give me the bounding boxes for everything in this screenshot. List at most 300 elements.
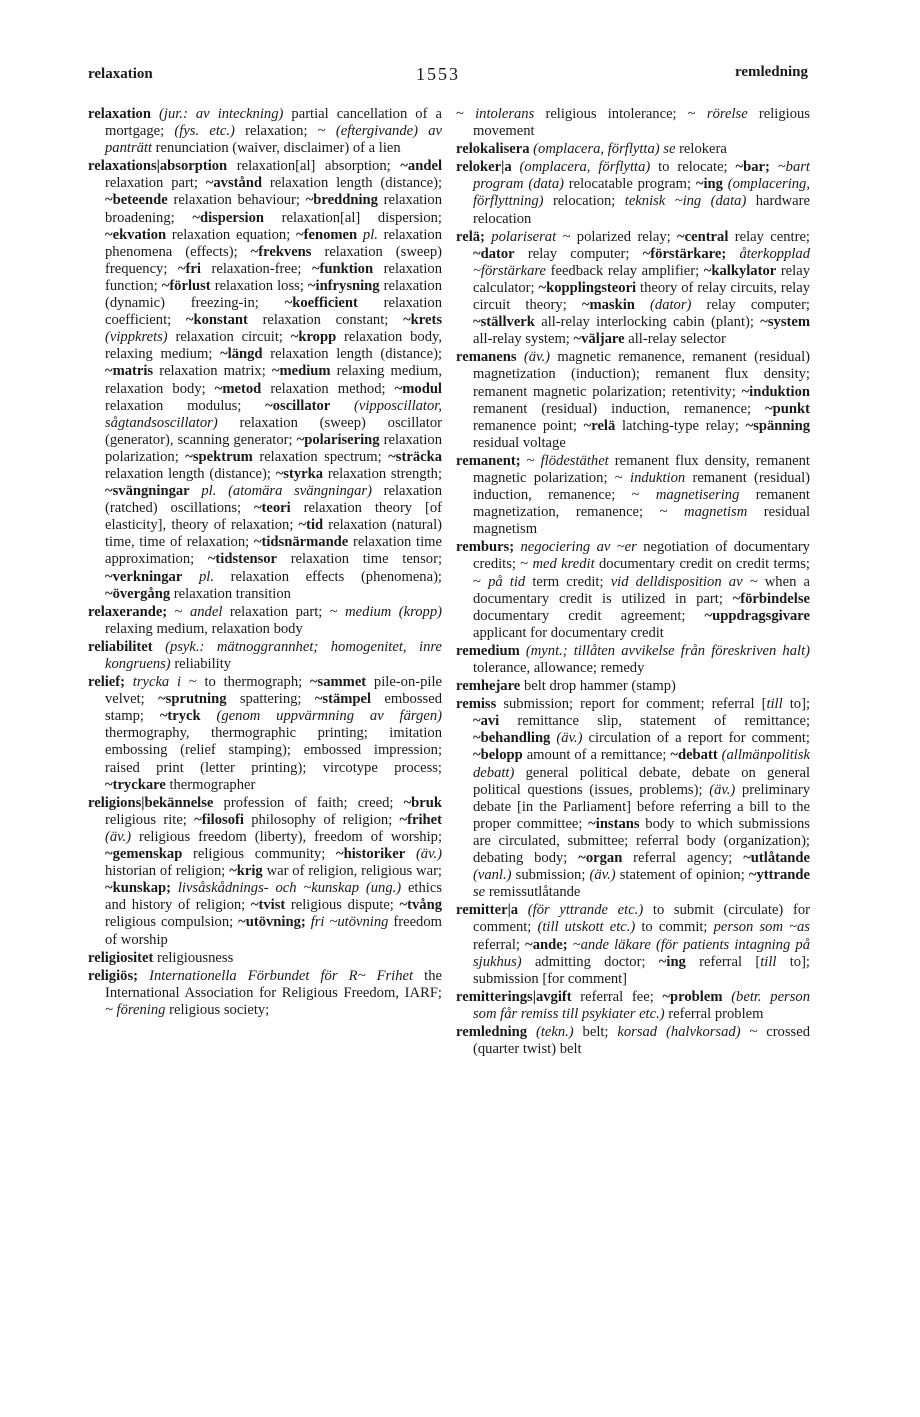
headword: ~sträcka xyxy=(388,448,443,465)
definition-text: profession of faith; creed; xyxy=(213,794,404,811)
headword: remanent; xyxy=(456,452,521,469)
definition-text: relaxation (sweep) frequency; xyxy=(105,243,442,277)
headword: ~maskin xyxy=(581,297,635,314)
definition-text: relay centre; xyxy=(728,228,810,245)
headword: ~beteende xyxy=(105,192,168,209)
headword: ~verkningar xyxy=(105,568,183,585)
definition-text: hardware relocation xyxy=(473,193,811,227)
headword: ~debatt xyxy=(670,747,718,764)
definition-text: relaxing medium, relaxation body xyxy=(105,620,303,637)
headword: ~övergång xyxy=(105,585,171,602)
italic-note: (omplacera, förflytta) se xyxy=(533,141,676,158)
definition-text: referral fee; xyxy=(571,988,663,1005)
headword: reliabilitet xyxy=(88,638,153,655)
headword: ~krig xyxy=(229,863,263,880)
italic-note: (allmänpolitisk debatt) xyxy=(473,747,810,781)
definition-text: to thermograph; xyxy=(196,674,310,691)
definition-text: remanent (residual) induction, remanence; xyxy=(473,400,766,417)
headword: remburs; xyxy=(456,539,515,556)
headword: ~väljare xyxy=(573,331,625,348)
definition-text: relaxation phenomena (effects); xyxy=(105,226,442,260)
definition-text: submission; report for comment; referral [ xyxy=(496,696,767,713)
definition-text: relaxation-free; xyxy=(200,260,312,277)
italic-note: magnetism xyxy=(684,504,748,521)
dictionary-entry xyxy=(456,696,810,901)
headword: ~fri xyxy=(177,260,201,277)
right-guide-word: remledning xyxy=(734,64,808,80)
definition-text: relaxation theory [of elasticity], theory of relaxation; xyxy=(105,500,442,534)
definition-text: all-relay selector xyxy=(624,331,726,348)
headword: ~ande; xyxy=(525,936,568,953)
headword: ~metod xyxy=(214,380,262,397)
italic-note: trycka i ~ xyxy=(132,674,197,691)
headword: remitterings|avgift xyxy=(456,988,572,1005)
definition-text: relaxation broadening; xyxy=(105,192,443,226)
definition-text: ~ xyxy=(167,603,190,620)
definition-text: relaxation (natural) time, time of relaxation; xyxy=(105,517,442,551)
definition-text xyxy=(330,398,354,414)
definition-text: thermographer xyxy=(165,776,256,793)
italic-note: (fys. etc.) xyxy=(174,123,235,140)
italic-note: person som ~as xyxy=(713,919,810,936)
definition-text: partial cancellation of a mortgage; xyxy=(105,106,443,140)
headword: relaxation xyxy=(88,106,151,122)
italic-note: pl. xyxy=(362,226,378,243)
headword: ~koefficient xyxy=(284,295,358,312)
definition-text: relaxation behaviour; xyxy=(167,192,306,209)
italic-note: (äv.) xyxy=(589,867,616,884)
definition-text: relaxation circuit; xyxy=(167,329,291,346)
definition-text: relaxation equation; xyxy=(166,226,297,243)
italic-note: (vipposcillator, sågtandsoscillator) xyxy=(105,397,442,431)
definition-text: renunciation (waiver, disclaimer) of a lien xyxy=(152,140,401,157)
definition-text: relaxation time tensor; xyxy=(277,551,442,568)
definition-text xyxy=(517,349,524,365)
definition-text: relaxation strength; xyxy=(323,465,442,482)
definition-text: philosophy of religion; xyxy=(243,811,400,828)
headword: ~tvång xyxy=(399,897,442,914)
headword: ~ing xyxy=(695,176,723,193)
left-column xyxy=(88,106,442,1020)
headword: remhejare xyxy=(456,678,521,695)
definition-text xyxy=(190,483,202,499)
definition-text: religious freedom (liberty), freedom of worship; xyxy=(131,828,442,845)
italic-note: (för yttrande etc.) xyxy=(527,902,644,919)
italic-note: (äv.) xyxy=(415,846,442,863)
definition-text xyxy=(512,159,520,175)
dictionary-entry xyxy=(88,639,442,673)
headword: ~frihet xyxy=(399,811,442,828)
italic-note: (eftergivande) av panträtt xyxy=(105,123,442,157)
headword: ~förbindelse xyxy=(732,590,810,607)
italic-note: (omplacera, förflytta) xyxy=(519,159,651,176)
italic-note: fri ~utövning xyxy=(310,914,389,931)
definition-text: submission; xyxy=(511,867,590,884)
definition-text: religious rite; xyxy=(105,811,195,828)
italic-note: rörelse xyxy=(706,106,748,122)
definition-text: to]; xyxy=(782,696,810,713)
definition-text xyxy=(171,880,178,896)
definition-text: referral agency; xyxy=(622,850,744,867)
headword: ~spänning xyxy=(745,417,810,434)
definition-text: negotiation of documentary credits; ~ xyxy=(473,539,810,573)
dictionary-entry xyxy=(456,539,810,642)
definition-text: belt; xyxy=(573,1023,618,1040)
definition-text xyxy=(151,106,159,122)
headword: ~tidsnärmande xyxy=(253,534,349,551)
headword: ~spektrum xyxy=(185,448,253,465)
italic-note: återkopplad ~förstärkare xyxy=(473,245,810,279)
headword: ~kopplingsteori xyxy=(538,279,637,296)
italic-note: andel xyxy=(189,603,223,620)
headword: ~dator xyxy=(473,245,515,262)
italic-note: ~ande läkare (för patients intagning på sjukhus) xyxy=(473,936,810,970)
definition-text: relaxation[al] absorption; xyxy=(227,158,401,175)
definition-text: all-relay system; xyxy=(473,331,574,348)
definition-text xyxy=(182,569,199,585)
definition-text: term credit; xyxy=(525,573,611,590)
italic-note: (mynt.; tillåten avvikelse från föreskriven halt) xyxy=(525,642,810,659)
headword: ~utlåtande xyxy=(743,850,811,867)
headword: ~historiker xyxy=(336,846,406,863)
definition-text: feedback relay amplifier; xyxy=(546,262,704,279)
definition-text: relaxation loss; xyxy=(210,277,308,294)
dictionary-entry xyxy=(456,1024,810,1058)
right-column xyxy=(456,106,810,1059)
headword: relief; xyxy=(88,674,125,691)
definition-text xyxy=(518,902,528,918)
italic-note: korsad (halvkorsad) ~ xyxy=(617,1023,758,1040)
definition-text: relaxation (sweep) oscillator (generator), scanning generator; xyxy=(105,414,442,448)
definition-text: remanent flux density, remanent magnetic polarization; ~ xyxy=(473,452,810,486)
headword: reloker|a xyxy=(456,159,512,176)
headword: ~central xyxy=(677,228,729,245)
definition-text: documentary credit agreement; xyxy=(473,607,705,624)
dictionary-entry xyxy=(88,950,442,967)
definition-text: body to which submissions are circulated, submittee; referral body (organization); debating body; xyxy=(473,815,810,867)
headword: ~kunskap; xyxy=(105,880,172,897)
italic-note: (äv.) xyxy=(709,781,736,798)
headword: ~organ xyxy=(578,850,623,867)
headword: religiositet xyxy=(88,949,154,966)
headword: ~krets xyxy=(403,312,442,329)
headword: ~behandling xyxy=(473,730,551,747)
dictionary-entry xyxy=(88,795,442,949)
italic-note: negociering av ~er xyxy=(520,539,637,556)
italic-note: induktion xyxy=(630,469,686,486)
headword: ~teori xyxy=(253,500,291,517)
italic-note: (äv.) xyxy=(556,730,583,747)
definition-text: freedom of worship xyxy=(105,914,442,948)
definition-text: documentary credit on credit terms; ~ xyxy=(473,556,810,590)
headword: ~ställverk xyxy=(473,314,535,331)
definition-text: to relocate; xyxy=(650,159,736,176)
definition-text: remanence point; xyxy=(473,417,584,434)
definition-text: relaxation (ratched) oscillations; xyxy=(105,483,442,517)
italic-note: Internationella Förbundet för R~ Frihet xyxy=(149,967,414,984)
italic-note: på tid xyxy=(488,573,526,590)
headword: ~ekvation xyxy=(105,226,167,243)
italic-note: (dator) xyxy=(650,297,692,314)
dictionary-entry xyxy=(456,229,810,349)
italic-note: (vippkrets) xyxy=(105,329,168,346)
definition-text: referral problem xyxy=(664,1005,764,1022)
definition-text: relaxation length (distance); xyxy=(262,175,442,192)
headword: ~tryckare xyxy=(105,776,166,793)
definition-text: admitting doctor; xyxy=(521,953,659,970)
definition-text: spattering; xyxy=(226,691,315,708)
definition-text: ethics and history of religion; xyxy=(105,880,442,914)
dictionary-entry xyxy=(88,674,442,794)
headword: ~problem xyxy=(662,988,723,1005)
italic-note: medium (kropp) xyxy=(345,603,442,620)
definition-text: general political debate, debate on general political questions (issues, problems); xyxy=(473,764,810,798)
definition-text: ~ xyxy=(456,106,476,122)
headword: ~funktion xyxy=(311,260,374,277)
definition-text: reliability xyxy=(170,656,232,672)
definition-text: relay calculator; xyxy=(473,262,810,296)
italic-note: flödestäthet xyxy=(540,452,609,469)
definition-text: relaxation modulus; xyxy=(105,397,266,414)
dictionary-entry xyxy=(456,453,810,538)
italic-note: (tekn.) xyxy=(535,1023,574,1040)
headword: ~kropp xyxy=(290,329,337,346)
headword: remanens xyxy=(456,349,517,366)
italic-note: pl. (atomära svängningar) xyxy=(201,483,372,500)
italic-note: magnetisering xyxy=(655,487,740,504)
headword: ~tvist xyxy=(250,897,286,914)
headword: ~yttrande xyxy=(748,867,810,884)
headword: ~tryck xyxy=(159,708,201,725)
italic-note: (äv.) xyxy=(105,828,132,845)
headword: ~gemenskap xyxy=(105,846,183,863)
headword: ~längd xyxy=(220,346,263,363)
definition-text xyxy=(723,989,732,1005)
definition-text xyxy=(635,297,650,313)
definition-text: latching-type relay; xyxy=(615,417,746,434)
headword: ~sammet xyxy=(309,674,367,691)
definition-text: the International Association for Religious Freedom, IARF; xyxy=(105,967,443,1001)
definition-text: polarized relay; xyxy=(570,228,678,245)
definition-text: relaxation part; xyxy=(105,175,206,192)
headword: ~kalkylator xyxy=(703,262,777,279)
definition-text: relaxation length (distance); xyxy=(105,465,276,482)
definition-text xyxy=(201,708,217,724)
italic-note: (psyk.: mätnoggrannhet; homogenitet, inre kongruens) xyxy=(105,638,442,672)
definition-text: statement of opinion; xyxy=(615,867,749,884)
headword: ~stämpel xyxy=(314,691,372,708)
headword: ~medium xyxy=(271,363,331,380)
definition-text: all-relay interlocking cabin (plant); xyxy=(534,314,761,331)
headword: ~styrka xyxy=(275,465,324,482)
headword: ~uppdragsgivare xyxy=(704,607,810,624)
italic-note: till xyxy=(760,953,777,970)
definition-text: remittance slip, statement of remittance; xyxy=(499,713,810,730)
definition-text: when a documentary credit is utilized in part; xyxy=(473,573,811,607)
headword: ~tidstensor xyxy=(207,551,278,568)
definition-text: ~ xyxy=(520,452,541,469)
dictionary-entry xyxy=(456,159,810,227)
dictionary-entry xyxy=(88,158,442,602)
page-number: 1553 xyxy=(416,64,460,84)
dictionary-entry xyxy=(88,106,442,157)
dictionary-entry xyxy=(456,643,810,677)
definition-text: relay computer; xyxy=(514,245,643,262)
dictionary-entry xyxy=(456,902,810,987)
dictionary-entry xyxy=(88,604,442,638)
italic-note: (äv.) xyxy=(523,349,550,366)
definition-text: theory of relay circuits, relay circuit theory; xyxy=(473,279,811,314)
headword: ~relä xyxy=(583,417,616,434)
dictionary-entry xyxy=(456,678,810,695)
definition-text: relay computer; xyxy=(691,297,810,314)
headword: ~andel xyxy=(400,158,442,175)
italic-note: till xyxy=(766,696,783,713)
definition-text: relaxation transition xyxy=(170,585,291,602)
definition-text: religious compulsion; xyxy=(105,914,239,931)
definition-text: relaxation; ~ xyxy=(234,123,336,140)
definition-text xyxy=(527,1024,536,1040)
italic-note: med kredit xyxy=(532,556,595,573)
definition-text: pile-on-pile velvet; xyxy=(105,674,443,708)
definition-text: relaxation coefficient; xyxy=(105,295,442,329)
headword: ~sprutning xyxy=(158,691,227,708)
definition-text: relocation; xyxy=(543,193,625,210)
definition-text: to submit (circulate) for comment; xyxy=(473,902,810,936)
definition-text: religious society; xyxy=(165,1001,270,1018)
definition-text: remissutlåtande xyxy=(485,884,581,901)
headword: ~induktion xyxy=(741,383,810,400)
dictionary-entry xyxy=(88,968,442,1019)
definition-text: religious dispute; xyxy=(285,897,400,914)
italic-note: se xyxy=(473,884,486,901)
dictionary-entry xyxy=(456,349,810,452)
dictionary-entry xyxy=(456,141,810,158)
definition-text: magnetic remanence, remanent (residual) magnetization (induction); remanent flux density; remanent magnetic polarization; retentivity; xyxy=(473,349,810,400)
definition-text: circulation of a report for comment; xyxy=(582,730,810,747)
dictionary-entry xyxy=(456,989,810,1023)
headword: ~instans xyxy=(588,815,640,832)
definition-text: relocatable program; xyxy=(564,176,696,193)
definition-text: relaxation matrix; xyxy=(153,363,272,380)
headword: ~breddning xyxy=(305,192,378,209)
italic-note: vid delldisposition av ~ xyxy=(610,573,758,590)
italic-note: (vanl.) xyxy=(473,867,512,884)
italic-note: livsåskådnings- och ~kunskap (ung.) xyxy=(177,880,402,897)
italic-note: (till utskott etc.) xyxy=(537,919,636,936)
headword: ~frekvens xyxy=(250,243,312,260)
headword: relaxerande; xyxy=(88,603,168,620)
definition-text xyxy=(770,159,778,175)
headword: religiös; xyxy=(88,967,138,984)
definition-text: war of religion, religious war; xyxy=(262,863,442,880)
definition-text: relaxing medium, relaxation body; xyxy=(105,363,442,397)
italic-note: polariserat ~ xyxy=(491,228,571,245)
definition-text: religious movement xyxy=(473,106,810,140)
definition-text: crossed (quarter twist) belt xyxy=(473,1023,810,1058)
headword: relaxations|absorption xyxy=(88,158,228,175)
definition-text: residual magnetism xyxy=(473,504,810,538)
definition-text: referral; xyxy=(473,936,526,953)
definition-text: remanent (residual) induction, remanence; ~ xyxy=(473,469,810,504)
dictionary-entry xyxy=(456,106,810,140)
definition-text: relaxation effects (phenomena); xyxy=(214,568,442,585)
italic-note: ~ förening xyxy=(105,1001,166,1018)
italic-note: (genom uppvärmning av färgen) xyxy=(216,708,442,725)
headword: relä; xyxy=(456,228,485,245)
italic-note: (jur.: av inteckning) xyxy=(159,106,284,122)
italic-note: teknisk ~ing (data) xyxy=(624,193,747,210)
page-header xyxy=(0,62,920,92)
definition-text: relaxation (dynamic) freezing-in; xyxy=(105,277,442,312)
definition-text: relaxation function; xyxy=(105,260,443,294)
definition-text: applicant for documentary credit xyxy=(473,624,664,641)
headword: ~matris xyxy=(105,363,154,380)
definition-text: religiousness xyxy=(153,949,234,966)
definition-text: relaxation spectrum; xyxy=(252,448,389,465)
definition-text: religious intolerance; ~ xyxy=(534,106,707,122)
headword: ~punkt xyxy=(765,400,810,417)
italic-note: intolerans xyxy=(475,106,535,122)
definition-text xyxy=(138,968,149,984)
definition-text: to]; submission [for comment] xyxy=(473,953,810,987)
headword: ~avi xyxy=(473,713,500,730)
headword: ~belopp xyxy=(473,747,523,764)
headword: ~polarisering xyxy=(296,431,380,448)
headword: ~filosofi xyxy=(194,811,244,828)
definition-text: relokera xyxy=(675,141,727,158)
definition-text: relaxation[al] dispersion; xyxy=(264,209,442,226)
headword: ~oscillator xyxy=(265,397,331,414)
headword: remedium xyxy=(456,642,520,659)
definition-text: thermography, thermographic printing; imitation embossing (relief stamping); embossed impression; raised print (letter printing); vircotype process; xyxy=(105,725,442,776)
definition-text: belt drop hammer (stamp) xyxy=(520,678,676,695)
headword: ~svängningar xyxy=(105,483,190,500)
definition-text: religious community; xyxy=(182,846,337,863)
headword: remledning xyxy=(456,1023,528,1040)
definition-text: relaxation length (distance); xyxy=(262,346,442,363)
headword: ~förstärkare; xyxy=(642,245,727,262)
headword: ~system xyxy=(760,314,810,331)
definition-text: remanent magnetization, remanence; ~ xyxy=(473,487,810,521)
definition-text: embossed stamp; xyxy=(105,691,442,725)
italic-note: ~bart program (data) xyxy=(473,159,810,193)
headword: ~modul xyxy=(394,380,442,397)
definition-text xyxy=(405,846,416,862)
definition-text: residual voltage xyxy=(473,434,566,451)
definition-text: relaxation time approximation; xyxy=(105,534,442,568)
definition-text: relaxation polarization; xyxy=(105,431,442,465)
headword: ~konstant xyxy=(185,312,248,329)
headword: ~infrysning xyxy=(307,277,380,294)
definition-text: referral [ xyxy=(685,953,761,970)
headword: ~utövning; xyxy=(238,914,306,931)
definition-text: relaxation constant; xyxy=(247,312,404,329)
definition-text: relaxation method; xyxy=(261,380,395,397)
headword: ~bar; xyxy=(735,159,770,176)
headword: remitter|a xyxy=(456,902,519,919)
definition-text: tolerance, allowance; remedy xyxy=(473,660,645,676)
headword: remiss xyxy=(456,696,497,713)
headword: ~tid xyxy=(298,517,324,534)
definition-text: preliminary debate [in the Parliament] before referring a bill to the proper committee; xyxy=(473,781,811,832)
definition-text: relaxation part; ~ xyxy=(222,603,346,620)
definition-text xyxy=(726,246,739,262)
headword: ~fenomen xyxy=(296,226,358,243)
headword: ~förlust xyxy=(161,277,211,294)
headword: religions|bekännelse xyxy=(88,794,214,811)
definition-text: amount of a remittance; xyxy=(522,747,671,764)
